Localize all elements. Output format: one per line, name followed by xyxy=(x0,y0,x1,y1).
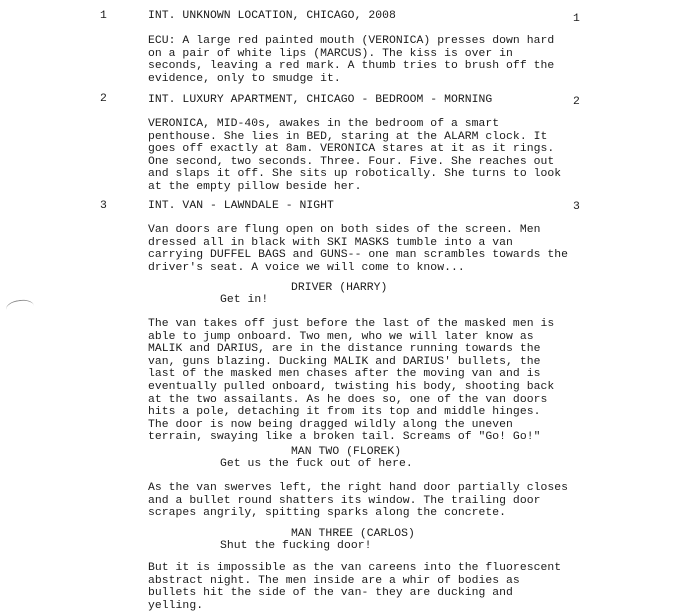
dialogue-line: Get in! xyxy=(220,294,269,306)
scene-number-right: 2 xyxy=(573,96,580,108)
character-name: MAN THREE (CARLOS) xyxy=(291,528,415,540)
scene-number-left: 2 xyxy=(100,93,107,105)
dialogue-line: Shut the fucking door! xyxy=(220,540,372,552)
scene-number-left: 1 xyxy=(100,10,107,22)
action-text: VERONICA, MID-40s, awakes in the bedroom of a smart penthouse. She lies in BED, staring at the ALARM clock. It goes off exactly at 8am. VERONICA stares at it as it rings. One second, two seconds. Three. Four. Five. She reaches out and slaps it off. She sits up robotically. She turns to look at the empty pillow beside her. xyxy=(148,118,562,193)
dialogue-line: Get us the fuck out of here. xyxy=(220,458,413,470)
scene-heading: INT. VAN - LAWNDALE - NIGHT xyxy=(148,200,334,212)
scene-number-right: 3 xyxy=(573,201,580,213)
scene-number-right: 1 xyxy=(573,13,580,25)
scene-heading: INT. UNKNOWN LOCATION, CHICAGO, 2008 xyxy=(148,10,396,22)
action-text: But it is impossible as the van careens into the fluorescent abstract night. The men inside are a whir of bodies as bullets hit the side of the van- they are ducking and yelling. xyxy=(148,562,562,612)
character-name: MAN TWO (FLOREK) xyxy=(291,446,402,458)
character-name: DRIVER (HARRY) xyxy=(291,282,388,294)
action-text: Van doors are flung open on both sides of the screen. Men dressed all in black with SKI MASKS tumble into a van carrying DUFFEL BAGS and GUNS-- one man scrambles towards the driver's seat. A voice we will come to know... xyxy=(148,224,569,274)
scene-heading: INT. LUXURY APARTMENT, CHICAGO - BEDROOM - MORNING xyxy=(148,94,493,106)
stray-mark xyxy=(5,298,35,317)
action-text: ECU: A large red painted mouth (VERONICA) presses down hard on a pair of white lips (MARCUS). The kiss is over in seconds, leaving a red mark. A thumb tries to brush off the evidence, only to smudge it. xyxy=(148,35,555,85)
action-text: The van takes off just before the last of the masked men is able to jump onboard. Two men, who we will later know as MALIK and DARIUS, are in the distance running towards the van, guns blazing. Ducking MALIK and DARIUS' bullets, the last of the masked men chases after the moving van and is eventually pulled onboard, twisting his body, shooting back at the two assailants. As he does so, one of the van doors hits a pole, detaching it from its top and middle hinges. The door is now being dragged wildly along the uneven terrain, swaying like a broken tail. Screams of "Go! Go!" xyxy=(148,318,555,444)
scene-number-left: 3 xyxy=(100,200,107,212)
action-text: As the van swerves left, the right hand door partially closes and a bullet round shatters its window. The trailing door scrapes angrily, spitting sparks along the concrete. xyxy=(148,482,569,520)
